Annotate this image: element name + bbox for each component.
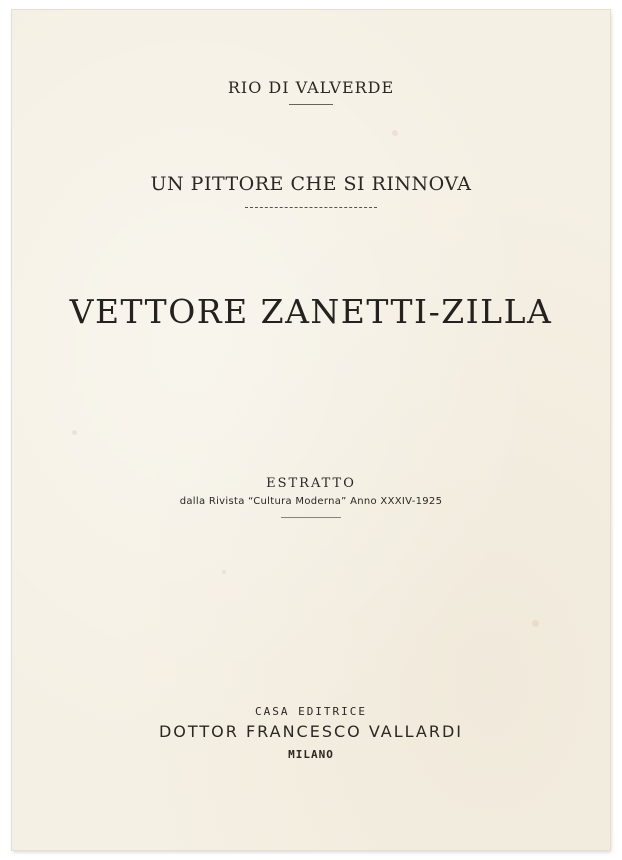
subtitle: UN PITTORE CHE SI RINNOVA <box>150 173 472 195</box>
publisher-name: DOTTOR FRANCESCO VALLARDI <box>158 722 463 741</box>
publisher-city: MILANO <box>288 748 334 761</box>
paper-stain <box>392 130 398 136</box>
subtitle-rule <box>245 207 377 208</box>
paper-stain <box>72 430 77 435</box>
author-rule <box>289 104 333 105</box>
paper-stain <box>532 620 539 627</box>
extract-rule <box>281 517 341 518</box>
author-name: RIO DI VALVERDE <box>227 78 395 97</box>
paper-stain <box>222 570 226 574</box>
publisher-label: CASA EDITRICE <box>254 705 368 718</box>
document-page <box>12 10 610 850</box>
extract-label: ESTRATTO <box>266 476 356 491</box>
extract-source: dalla Rivista “Cultura Moderna” Anno XXXIV-1925 <box>179 496 443 507</box>
page-title: VETTORE ZANETTI-ZILLA <box>69 292 553 331</box>
